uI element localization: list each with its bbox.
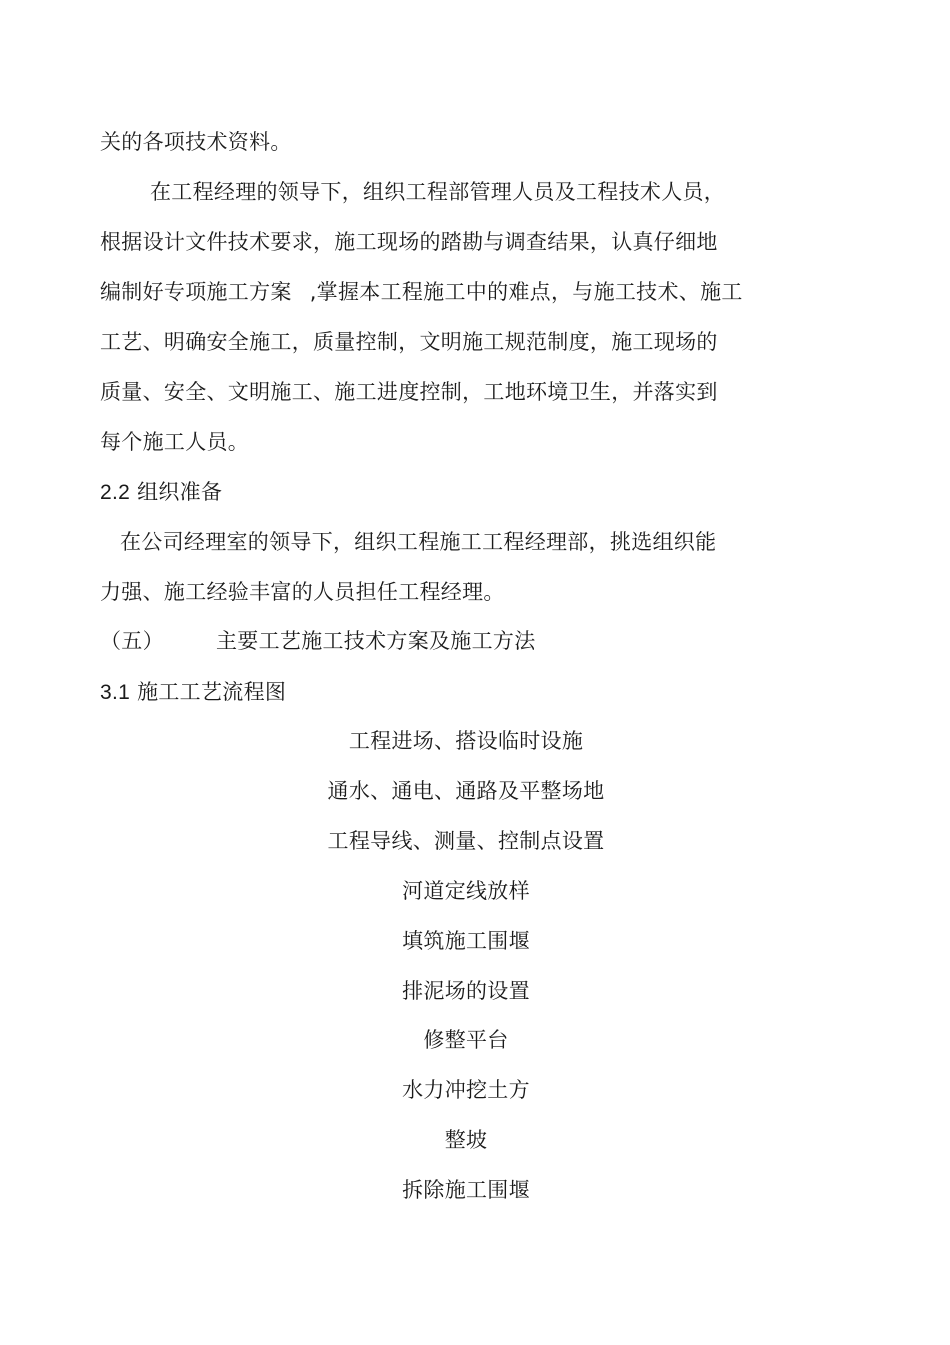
paragraph-2-line-3a: 编制好专项施工方案: [100, 280, 292, 304]
section-5-label: （五）: [100, 629, 164, 653]
flow-step: 工程进场、搭设临时设施: [348, 729, 584, 753]
flow-step: 工程导线、测量、控制点设置: [327, 829, 605, 853]
section-5-heading: [0, 626, 950, 656]
paragraph-2-line-3b: ,掌握本工程施工中的难点，与施工技术、施工: [309, 280, 743, 304]
section-5-title: 主要工艺施工技术方案及施工方法: [216, 629, 536, 653]
flow-step: 填筑施工围堰: [402, 929, 530, 953]
paragraph-2-line-5: 质量、安全、文明施工、施工进度控制，工地环境卫生，并落实到: [100, 380, 718, 404]
section-2-2-line-2: 力强、施工经验丰富的人员担任工程经理。: [100, 580, 505, 604]
paragraph-2-line-1: 在工程经理的领导下，组织工程部管理人员及工程技术人员，: [150, 180, 726, 204]
paragraph-2-line-3: [100, 277, 743, 307]
flow-step: 排泥场的设置: [402, 979, 530, 1003]
section-3-1-title: 施工工艺流程图: [137, 680, 287, 704]
section-3-1-heading: [100, 677, 286, 707]
flow-step: 拆除施工围堰: [402, 1178, 530, 1202]
flow-step: 修整平台: [423, 1028, 509, 1052]
section-2-2-heading: [100, 477, 222, 507]
flow-step: 河道定线放样: [402, 879, 530, 903]
section-3-1-number: 3.1: [100, 681, 131, 704]
section-2-2-line-1: 在公司经理室的领导下，组织工程施工工程经理部，挑选组织能: [120, 530, 717, 554]
flow-step: 通水、通电、通路及平整场地: [327, 779, 605, 803]
section-2-2-number: 2.2: [100, 481, 131, 504]
paragraph-1-line-1: 关的各项技术资料。: [100, 130, 292, 154]
paragraph-2-line-2: 根据设计文件技术要求，施工现场的踏勘与调查结果，认真仔细地: [100, 230, 718, 254]
paragraph-2-line-4: 工艺、明确安全施工，质量控制，文明施工规范制度，施工现场的: [100, 330, 718, 354]
paragraph-2-line-6: 每个施工人员。: [100, 430, 250, 454]
section-2-2-title: 组织准备: [137, 480, 223, 504]
flow-step: 整坡: [444, 1128, 488, 1152]
flow-step: 水力冲挖土方: [402, 1078, 530, 1102]
